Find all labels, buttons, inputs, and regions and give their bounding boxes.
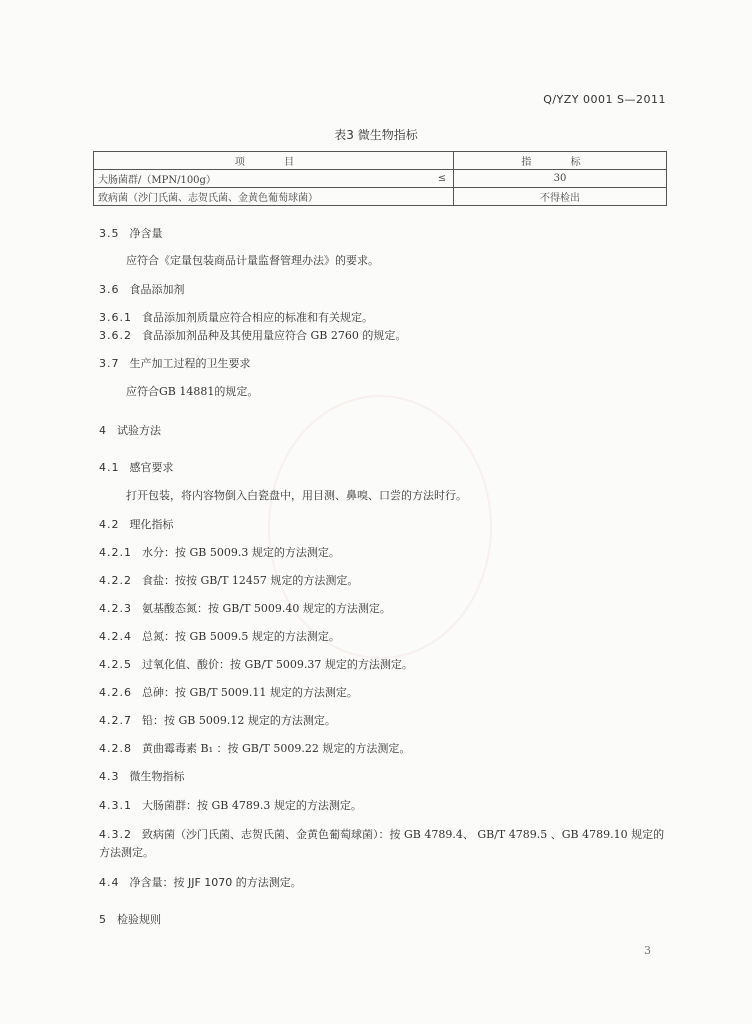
section-4-2-3: 4.2.3 氨基酸态氮：按 GB/T 5009.40 规定的方法测定。 <box>99 602 391 615</box>
section-4-2-6: 4.2.6 总砷：按 GB/T 5009.11 规定的方法测定。 <box>99 686 358 699</box>
section-4-3-1: 4.3.1 大肠菌群：按 GB 4789.3 规定的方法测定。 <box>99 799 362 812</box>
faint-stamp-watermark <box>268 395 492 659</box>
section-4-2-7: 4.2.7 铅：按 GB 5009.12 规定的方法测定。 <box>99 714 336 727</box>
section-5-heading: 5 检验规则 <box>99 913 161 926</box>
section-4-2-8: 4.2.8 黄曲霉毒素 B₁ ：按 GB/T 5009.22 规定的方法测定。 <box>99 742 411 755</box>
microbial-indicator-table <box>93 151 667 206</box>
section-3-6-2: 3.6.2 食品添加剂品种及其使用量应符合 GB 2760 的规定。 <box>99 329 407 342</box>
table-title: 表3 微生物指标 <box>334 128 418 142</box>
section-4-heading: 4 试验方法 <box>99 424 161 437</box>
section-3-5-body: 应符合《定量包装商品计量监督管理办法》的要求。 <box>126 254 379 267</box>
section-3-7-body: 应符合GB 14881的规定。 <box>126 385 259 398</box>
page-number: 3 <box>644 944 651 957</box>
section-4-3-heading: 4.3 微生物指标 <box>99 770 185 783</box>
table-row <box>94 188 667 206</box>
table-row <box>94 170 667 188</box>
section-3-6-1: 3.6.1 食品添加剂质量应符合相应的标准和有关规定。 <box>99 311 373 324</box>
section-3-6-heading: 3.6 食品添加剂 <box>99 283 185 296</box>
section-3-7-heading: 3.7 生产加工过程的卫生要求 <box>99 357 251 370</box>
table-header-row <box>94 152 667 170</box>
section-4-2-2: 4.2.2 食盐：按按 GB/T 12457 规定的方法测定。 <box>99 574 359 587</box>
section-4-1-body: 打开包装，将内容物倒入白瓷盘中，用目测、鼻嗅、口尝的方法时行。 <box>126 489 467 502</box>
document-code: Q/YZY 0001 S—2011 <box>543 93 666 106</box>
section-4-3-2: 4.3.2 致病菌（沙门氏菌、志贺氏菌、金黄色葡萄球菌）：按 GB 4789.4、 GB/T 4789.5 、GB 4789.10 规定的方法测定。 <box>99 828 665 859</box>
row-value: 不得检出 <box>454 188 667 206</box>
row-operator: ≤ <box>431 170 454 188</box>
section-4-1-heading: 4.1 感官要求 <box>99 461 174 474</box>
header-item: 项 目 <box>94 152 454 170</box>
section-4-4: 4.4 净含量：按 JJF 1070 的方法测定。 <box>99 876 302 889</box>
row-value: 30 <box>454 170 667 188</box>
section-4-2-1: 4.2.1 水分：按 GB 5009.3 规定的方法测定。 <box>99 546 340 559</box>
section-4-2-5: 4.2.5 过氧化值、酸价：按 GB/T 5009.37 规定的方法测定。 <box>99 658 413 671</box>
row-item: 大肠菌群/（MPN/100g） <box>94 170 432 188</box>
section-4-2-4: 4.2.4 总氮：按 GB 5009.5 规定的方法测定。 <box>99 630 340 643</box>
section-3-5-heading: 3.5 净含量 <box>99 227 163 240</box>
section-4-2-heading: 4.2 理化指标 <box>99 518 174 531</box>
header-indicator: 指 标 <box>454 152 667 170</box>
row-item: 致病菌（沙门氏菌、志贺氏菌、金黄色葡萄球菌） <box>94 188 454 206</box>
